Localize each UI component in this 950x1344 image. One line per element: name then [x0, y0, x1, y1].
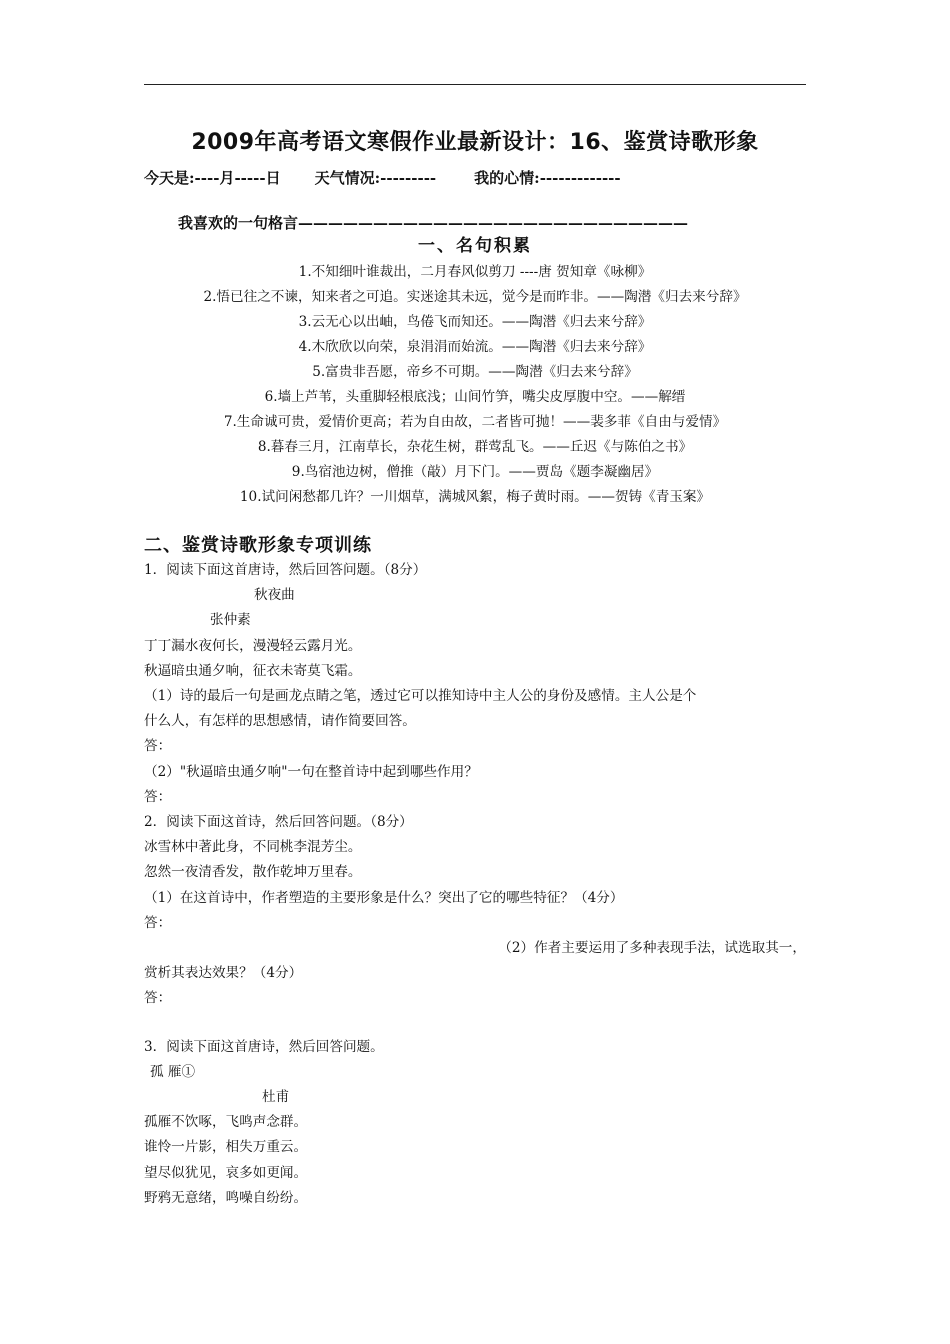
poem-author: 杜甫 [262, 1089, 290, 1106]
section2-title: 二、鉴赏诗歌形象专项训练 [144, 535, 372, 556]
sub-question-cont: 赏析其表达效果？（4分） [144, 965, 303, 982]
poem-line: 丁丁漏水夜何长，漫漫轻云露月光。 [144, 637, 362, 654]
quote-item: 3.云无心以出岫，鸟倦飞而知还。——陶潜《归去来兮辞》 [298, 314, 652, 330]
question-intro: 1．阅读下面这首唐诗，然后回答问题。（8分） [144, 562, 427, 578]
poem-line: 野鸦无意绪，鸣噪自纷纷。 [144, 1189, 308, 1206]
quote-item: 9.鸟宿池边树，僧推（敲）月下门。——贾岛《题李凝幽居》 [291, 464, 659, 480]
section1-title: 一、名句积累 [418, 236, 532, 256]
poem-line: 望尽似犹见，哀多如更闻。 [144, 1164, 308, 1181]
sub-question: （2）"秋逼暗虫通夕响"一句在整首诗中起到哪些作用？ [144, 763, 478, 780]
poem-title: 秋夜曲 [254, 587, 295, 604]
answer-label: 答： [144, 990, 172, 1007]
quote-item: 10.试问闲愁都几许？一川烟草，满城风絮，梅子黄时雨。——贺铸《青玉案》 [239, 489, 711, 505]
document-page [144, 128, 806, 1211]
quote-item: 5.富贵非吾愿，帝乡不可期。——陶潜《归去来兮辞》 [312, 364, 638, 380]
question-2 [144, 810, 806, 1012]
quote-item: 1.不知细叶谁裁出，二月春风似剪刀 ----唐 贺知章《咏柳》 [298, 264, 652, 280]
quote-list [144, 260, 806, 510]
sub-question: （1）在这首诗中，作者塑造的主要形象是什么？突出了它的哪些特征？（4分） [144, 889, 624, 906]
quote-item: 6.墙上芦苇，头重脚轻根底浅；山间竹笋，嘴尖皮厚腹中空。——解缙 [264, 389, 686, 405]
answer-label: 答： [144, 738, 172, 755]
date-row [144, 166, 806, 190]
sub-question: （1）诗的最后一句是画龙点睛之笔，透过它可以推知诗中主人公的身份及感情。主人公是个 [144, 688, 697, 705]
weather-label: 天气情况:--------- [314, 169, 437, 187]
quote-item: 8.暮春三月，江南草长，杂花生树，群莺乱飞。——丘迟《与陈伯之书》 [257, 439, 693, 455]
poem-line: 忽然一夜清香发，散作乾坤万里春。 [144, 864, 362, 881]
poem-author: 张仲素 [210, 612, 251, 629]
answer-label: 答： [144, 914, 172, 931]
motto-line: 我喜欢的一句格言—————————————————————————— [178, 214, 689, 232]
answer-label: 答： [144, 788, 172, 805]
date-label: 今天是:----月-----日 [144, 169, 281, 187]
mood-label: 我的心情:------------- [474, 169, 621, 187]
quote-item: 7.生命诚可贵，爱情价更高；若为自由故，二者皆可抛！——裴多菲《自由与爱情》 [223, 414, 727, 430]
sub-question: （2）作者主要运用了多种表现手法，试选取其一， [498, 940, 806, 957]
poem-title: 孤 雁① [150, 1063, 196, 1080]
question-3 [144, 1035, 806, 1211]
spacer [144, 1012, 806, 1035]
quote-item: 2.悟已往之不谏，知来者之可追。实迷途其未远，觉今是而昨非。——陶潜《归去来兮辞》 [203, 289, 747, 305]
header-rule [144, 84, 806, 85]
poem-line: 秋逼暗虫通夕响，征衣未寄莫飞霜。 [144, 662, 362, 679]
question-1 [144, 558, 806, 810]
page-title: 2009年高考语文寒假作业最新设计：16、鉴赏诗歌形象 [191, 130, 759, 155]
poem-line: 孤雁不饮啄，飞鸣声念群。 [144, 1114, 308, 1131]
sub-question-cont: 什么人，有怎样的思想感情，请作简要回答。 [144, 713, 416, 730]
question-intro: 2．阅读下面这首诗，然后回答问题。（8分） [144, 814, 413, 831]
poem-line: 冰雪林中著此身，不同桃李混芳尘。 [144, 839, 362, 856]
poem-line: 谁怜一片影，相失万重云。 [144, 1139, 308, 1156]
quote-item: 4.木欣欣以向荣，泉涓涓而始流。——陶潜《归去来兮辞》 [298, 339, 652, 355]
question-intro: 3．阅读下面这首唐诗，然后回答问题。 [144, 1038, 384, 1055]
